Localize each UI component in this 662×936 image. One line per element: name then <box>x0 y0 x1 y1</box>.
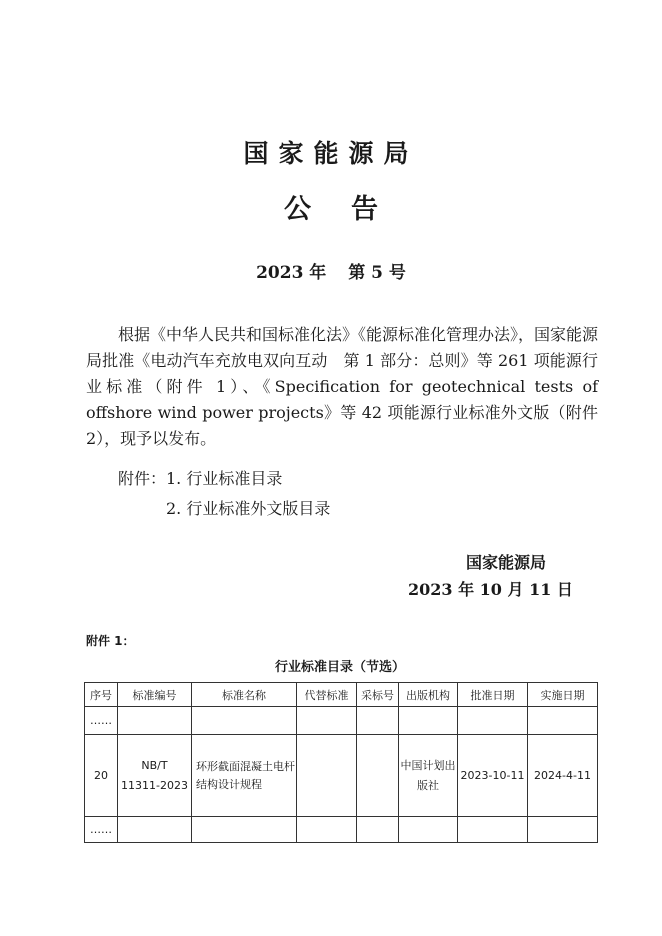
attachments-list-item-1: 附件：1. 行业标准目录 <box>118 469 283 488</box>
attachments-list-item-2: 2. 行业标准外文版目录 <box>166 499 331 518</box>
standard-code-prefix: NB/T <box>141 758 168 772</box>
signature-date: 2023 年 10 月 11 日 <box>408 580 573 599</box>
standard-code <box>118 735 192 817</box>
document-number <box>0 258 662 283</box>
column-header: 标准名称 <box>192 683 297 707</box>
standards-table <box>84 682 598 843</box>
body-text: 根据《中华人民共和国标准化法》《能源标准化管理办法》，国家能源局批准《电动汽车充放电双向互动 第 1 部分：总则》等 261 项能源行业标准（附件 1）、《Specification for geotechnical tests of offshore wind power projects》等 42 项能源行业标准外文版（附件 2），现予以发布。 <box>86 325 599 448</box>
table-title: 行业标准目录（节选） <box>274 660 405 675</box>
body-paragraph <box>86 322 598 452</box>
column-header: 标准编号 <box>118 683 192 707</box>
attachment-1-label: 附件 1： <box>86 634 135 648</box>
effective-date: 2024-4-11 <box>528 735 598 817</box>
table-row <box>85 735 598 817</box>
table-row-ellipsis <box>85 817 598 843</box>
document-issue: 第 5 号 <box>348 263 406 283</box>
column-header: 实施日期 <box>528 683 598 707</box>
signature-org: 国家能源局 <box>466 553 547 572</box>
column-header: 批准日期 <box>458 683 528 707</box>
column-header: 序号 <box>85 683 118 707</box>
ellipsis-cell: …… <box>85 707 118 735</box>
column-header: 代替标准 <box>297 683 357 707</box>
approval-date: 2023-10-11 <box>458 735 528 817</box>
issuer-heading: 国家能源局 <box>243 139 419 168</box>
row-index: 20 <box>85 735 118 817</box>
table-header-row <box>85 683 598 707</box>
document-title: 公告 <box>284 194 418 225</box>
column-header: 出版机构 <box>399 683 458 707</box>
standard-code-number: 11311-2023 <box>121 778 188 792</box>
publisher: 中国计划出版社 <box>399 735 458 817</box>
table-row-ellipsis <box>85 707 598 735</box>
document-year: 2023 年 <box>256 263 327 283</box>
adopted-standard <box>357 735 399 817</box>
column-header: 采标号 <box>357 683 399 707</box>
replaces-standard <box>297 735 357 817</box>
ellipsis-cell: …… <box>85 817 118 843</box>
standard-name: 环形截面混凝土电杆结构设计规程 <box>192 735 297 817</box>
